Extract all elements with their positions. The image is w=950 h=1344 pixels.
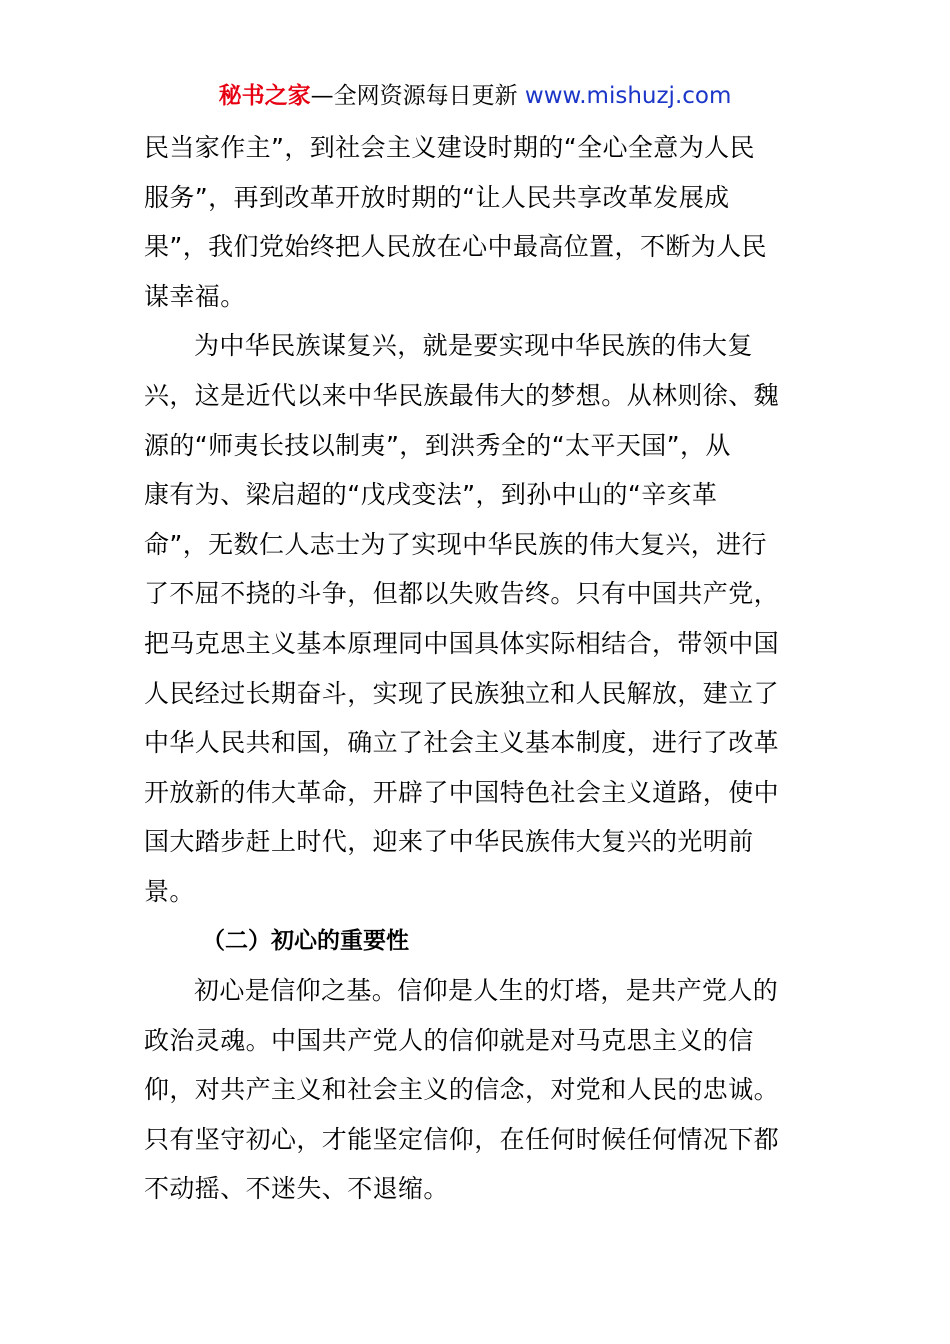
document-body [144,123,808,1214]
text-line: 为中华民族谋复兴，就是要实现中华民族的伟大复 [194,331,753,361]
text-line: 兴，这是近代以来中华民族最伟大的梦想。从林则徐、魏 [144,380,780,410]
text-line: 谋幸福。 [144,281,246,311]
text-line: 康有为、梁启超的“戊戌变法”，到孙中山的“辛亥革 [144,480,718,510]
text-line: 源的“师夷长技以制夷”，到洪秀全的“太平天国”，从 [144,430,731,460]
text-line: 景。 [144,876,195,906]
text-line: 了不屈不挠的斗争，但都以失败告终。只有中国共产党， [144,579,780,609]
site-brand: 秘书之家 [218,83,311,109]
text-line: 服务”，再到改革开放时期的“让人民共享改革发展成 [144,182,730,212]
text-line: 不动摇、不迷失、不退缩。 [144,1174,449,1204]
text-line: 国大踏步赶上时代，迎来了中华民族伟大复兴的光明前 [144,827,754,857]
section-heading: （二）初心的重要性 [202,927,409,954]
site-tagline: —全网资源每日更新 [310,83,518,109]
site-header [0,80,950,112]
text-line: 把马克思主义基本原理同中国具体实际相结合，带领中国 [144,628,780,658]
text-line: 初心是信仰之基。信仰是人生的灯塔，是共产党人的 [194,976,779,1006]
text-line: 中华人民共和国，确立了社会主义基本制度，进行了改革 [144,728,780,758]
text-line: 人民经过长期奋斗，实现了民族独立和人民解放，建立了 [144,678,780,708]
text-line: 只有坚守初心，才能坚定信仰，在任何时候任何情况下都 [144,1124,780,1154]
text-line: 命”，无数仁人志士为了实现中华民族的伟大复兴，进行 [144,529,767,559]
text-line: 果”，我们党始终把人民放在心中最高位置，不断为人民 [144,232,767,262]
text-line: 仰，对共产主义和社会主义的信念，对党和人民的忠诚。 [144,1075,780,1105]
site-url-link[interactable]: www.mishuzj.com [524,83,732,109]
text-line: 民当家作主”，到社会主义建设时期的“全心全意为人民 [144,133,755,162]
text-line: 政治灵魂。中国共产党人的信仰就是对马克思主义的信 [144,1025,754,1055]
text-line: 开放新的伟大革命，开辟了中国特色社会主义道路，使中 [144,777,780,807]
